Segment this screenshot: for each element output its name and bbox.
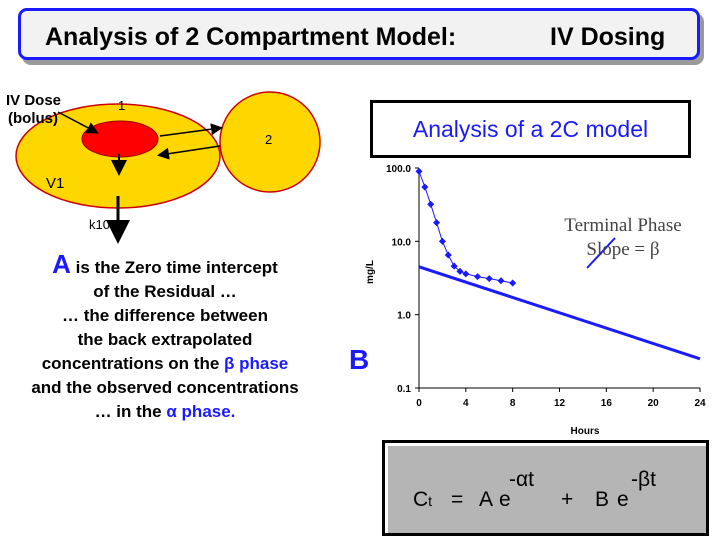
eq-equals: =	[451, 488, 464, 511]
data-point	[415, 168, 422, 175]
explanation-line-4: the back extrapolated	[77, 330, 253, 349]
compartment1-number: 1	[118, 98, 126, 113]
volume-label: V1	[46, 175, 65, 192]
alpha-phase-label: α phase.	[166, 402, 236, 421]
terminal-phase-line2	[538, 238, 708, 262]
eq-a: A	[479, 488, 494, 511]
eq-b: B	[595, 488, 610, 511]
eq-e2: e	[617, 488, 629, 511]
data-point	[486, 275, 493, 282]
data-point	[509, 279, 516, 286]
explanation-line-5	[0, 352, 330, 376]
beta-phase-label: β phase	[224, 354, 289, 373]
observed-concentration-line	[419, 171, 513, 283]
compartment2-number: 2	[265, 132, 273, 147]
eq-c	[413, 488, 432, 512]
eq-e1: e	[499, 488, 511, 511]
terminal-phase-line1: Terminal Phase	[564, 215, 682, 236]
eq-c-subscript: t	[428, 493, 433, 509]
y-axis-label: mg/L	[365, 260, 376, 284]
equation-box	[382, 440, 709, 536]
model-box-text: Analysis of a 2C model	[412, 116, 649, 142]
letter-a: A	[52, 249, 71, 279]
data-point	[427, 201, 434, 208]
y-tick-label: 1.0	[397, 310, 411, 322]
y-tick-label: 100.0	[385, 164, 411, 175]
explanation-line-6: and the observed concentrations	[31, 378, 299, 397]
x-axis-label: Hours	[570, 426, 600, 437]
explanation-line-1	[0, 249, 330, 280]
explanation-line-3: … the difference between	[62, 306, 268, 325]
data-point	[445, 252, 452, 259]
eq-c-letter: C	[413, 488, 429, 511]
title-right: IV Dosing	[550, 23, 666, 51]
title-left: Analysis of 2 Compartment Model:	[45, 23, 457, 51]
concentration-chart	[335, 160, 715, 440]
dose-label-line1: IV Dose	[6, 92, 62, 109]
eq-exp2: -βt	[631, 468, 656, 491]
eq-exp1: -αt	[509, 468, 534, 491]
data-point	[474, 273, 481, 280]
explanation-line-2: of the Residual …	[93, 282, 237, 301]
slope-prefix: Slope =	[586, 239, 650, 260]
x-tick-label: 16	[600, 398, 612, 409]
title-box	[18, 8, 700, 60]
letter-b: B	[349, 344, 370, 375]
explanation-line1-text: is the Zero time intercept	[75, 258, 278, 277]
explanation-line7-prefix: … in the	[94, 402, 162, 421]
model-box	[370, 100, 691, 158]
explanation-line-7	[0, 400, 330, 424]
dose-label-line2: (bolus)	[8, 110, 58, 127]
explanation-line5-prefix: concentrations on the	[41, 354, 220, 373]
y-tick-label: 10.0	[391, 237, 411, 249]
x-tick-label: 24	[694, 398, 706, 409]
data-point	[439, 238, 446, 245]
explanation-text	[0, 249, 330, 424]
data-point	[497, 277, 504, 284]
x-tick-label: 8	[509, 398, 516, 409]
terminal-phase-line	[419, 267, 700, 359]
slope-symbol: β	[649, 239, 660, 260]
elimination-label: k10	[89, 217, 110, 232]
data-point	[421, 184, 428, 191]
data-point	[433, 219, 440, 226]
x-tick-label: 12	[553, 398, 566, 409]
y-tick-label: 0.1	[397, 384, 411, 395]
x-tick-label: 20	[647, 398, 659, 409]
eq-plus: +	[561, 488, 574, 511]
x-tick-label: 0	[416, 398, 422, 409]
x-tick-label: 4	[463, 398, 469, 409]
terminal-phase-label	[538, 214, 708, 262]
dose-region	[82, 121, 158, 157]
